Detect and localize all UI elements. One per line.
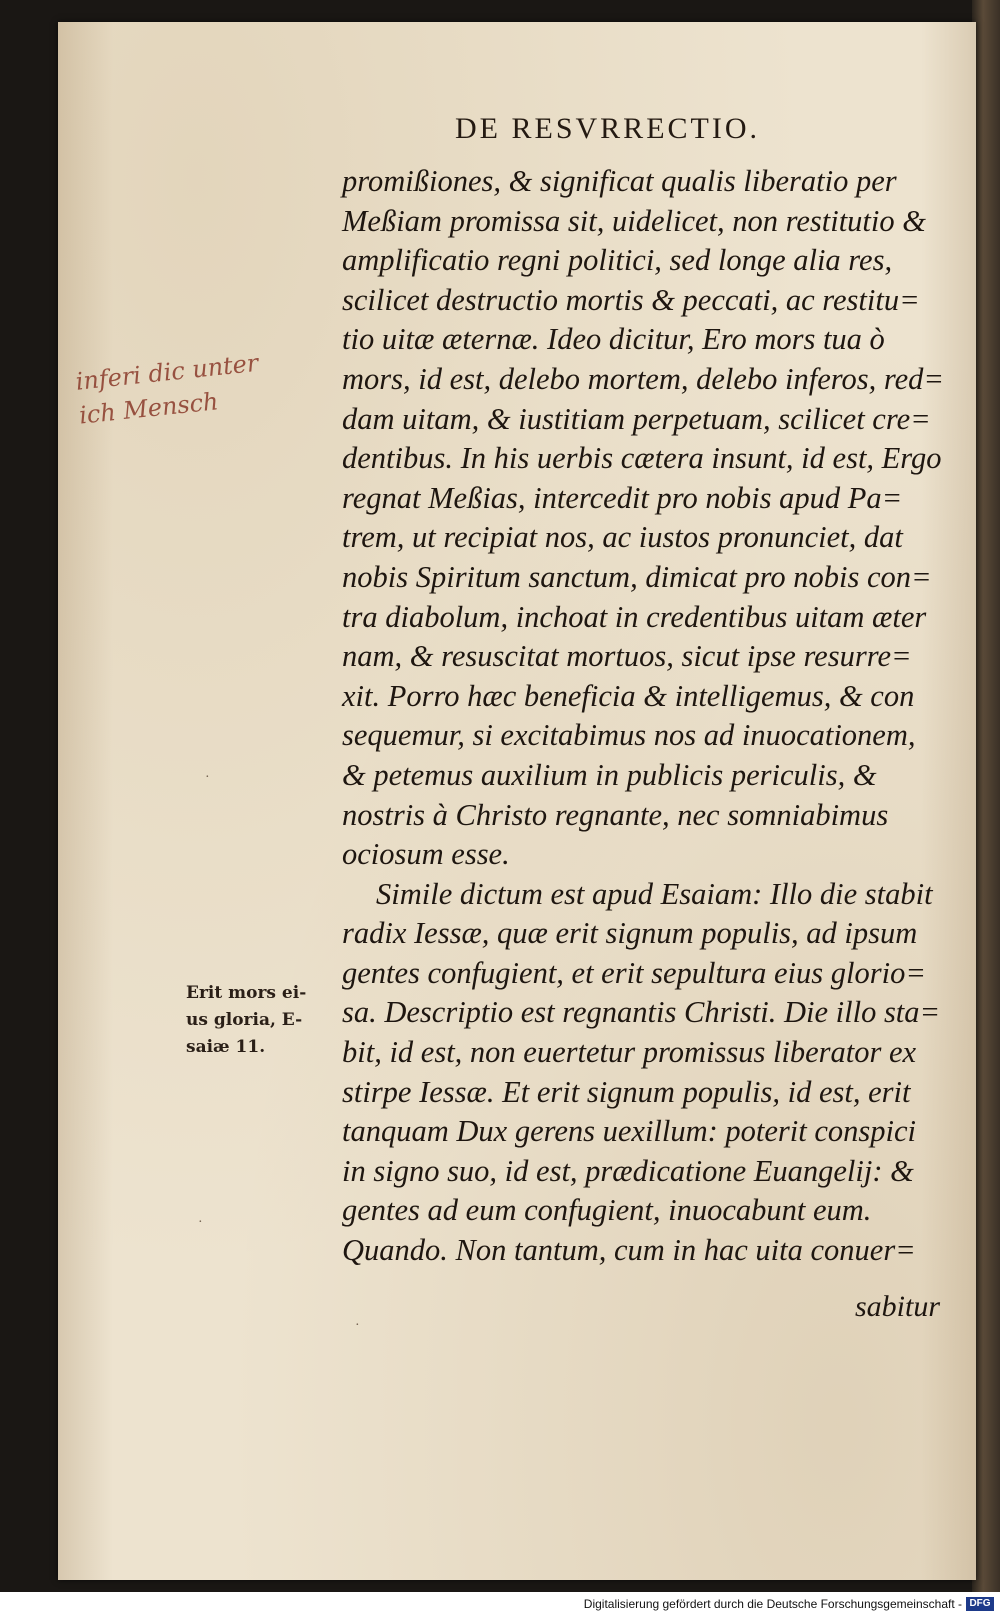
- catchword: sabitur: [855, 1290, 941, 1323]
- text-line: trem, ut recipiat nos, ac iustos pronunciet, dat: [342, 520, 903, 555]
- text-line: bit, id est, non euertetur promissus liberator ex: [342, 1035, 917, 1070]
- text-line: Simile dictum est apud Esaiam: Illo die stabit: [376, 876, 933, 911]
- margin-note-line: saiæ 11.: [186, 1037, 266, 1057]
- margin-note-line: us gloria, E-: [186, 1010, 303, 1030]
- text-line: & petemus auxilium in publicis periculis, &: [342, 757, 877, 792]
- text-line: scilicet destructio mortis & peccati, ac restitu=: [342, 282, 920, 317]
- text-line: gentes ad eum confugient, inuocabunt eum.: [342, 1193, 872, 1228]
- text-line: amplificatio regni politici, sed longe alia res,: [342, 243, 893, 278]
- running-head: DE RESVRRECTIO.: [455, 112, 761, 145]
- text-line: sa. Descriptio est regnantis Christi. Die illo sta=: [342, 995, 941, 1030]
- text-line: promißiones, & significat qualis liberatio per: [342, 164, 897, 198]
- funding-credit: Digitalisierung gefördert durch die Deutsche Forschungsgemeinschaft -: [583, 1597, 962, 1611]
- printed-margin-note: [186, 980, 326, 1061]
- text-line: stirpe Iessæ. Et erit signum populis, id est, erit: [342, 1074, 911, 1109]
- text-line: nam, & resuscitat mortuos, sicut ipse resurre=: [342, 639, 912, 674]
- text-line: nobis Spiritum sanctum, dimicat pro nobis con=: [342, 559, 932, 594]
- text-line: gentes confugient, et erit sepultura eius glorio=: [342, 955, 926, 990]
- text-line: ociosum esse.: [342, 837, 510, 872]
- text-line: Quando. Non tantum, cum in hac uita conuer=: [342, 1233, 916, 1268]
- book-spine-edge: [972, 0, 1000, 1592]
- ink-speck: ·: [205, 770, 210, 785]
- ink-speck: ·: [355, 1318, 360, 1333]
- text-line: Meßiam promissa sit, uidelicet, non restitutio &: [342, 203, 926, 238]
- text-line: tanquam Dux gerens uexillum: poterit conspici: [342, 1114, 917, 1149]
- text-line: xit. Porro hæc beneficia & intelligemus, & con: [342, 678, 915, 713]
- text-line: tio uitæ æternæ. Ideo dicitur, Ero mors tua ò: [342, 322, 885, 357]
- ink-speck: ·: [198, 1215, 203, 1230]
- text-line: regnat Meßias, intercedit pro nobis apud Pa=: [342, 480, 903, 515]
- dfg-logo: DFG: [966, 1597, 994, 1611]
- margin-note-line: Erit mors ei-: [186, 983, 307, 1003]
- text-line: dentibus. In his uerbis cætera insunt, id est, Ergo: [342, 441, 942, 476]
- text-line: nostris à Christo regnante, nec somniabimus: [342, 797, 889, 832]
- body-text: [342, 162, 954, 1271]
- text-line: in signo suo, id est, prædicatione Euangelij: &: [342, 1153, 914, 1188]
- text-line: dam uitam, & iustitiam perpetuam, scilicet cre=: [342, 401, 931, 436]
- handwritten-line: inferi dic unter: [74, 348, 260, 396]
- text-line: radix Iessæ, quæ erit signum populis, ad ipsum: [342, 916, 918, 951]
- handwritten-line: ich Mensch: [77, 387, 220, 430]
- text-line: tra diabolum, inchoat in credentibus uitam æter: [342, 599, 927, 634]
- text-line: sequemur, si excitabimus nos ad inuocationem,: [342, 718, 916, 753]
- text-line: mors, id est, delebo mortem, delebo inferos, red=: [342, 361, 944, 396]
